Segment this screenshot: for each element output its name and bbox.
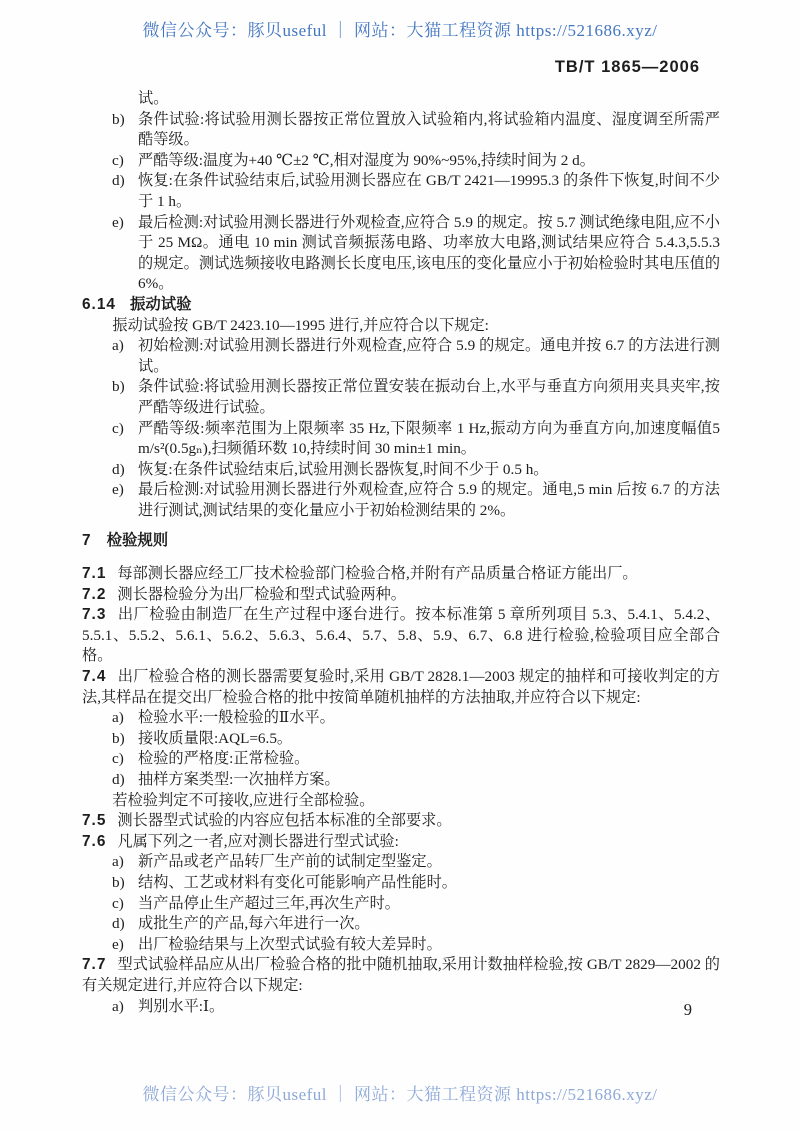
clause-number: 7.2 [82, 585, 107, 603]
item-text: 初始检测:对试验用测长器进行外观检查,应符合 5.9 的规定。通电并按 6.7 的方法进行测试。 [138, 337, 720, 375]
item-text: 严酷等级:频率范围为上限频率 35 Hz,下限频率 1 Hz,振动方向为垂直方向,加速度幅值5 m/s²(0.5gₙ),扫频循环数 10,持续时间 30 min±1 min。 [138, 419, 720, 458]
numbered-clause [82, 811, 720, 832]
item-text: 当产品停止生产超过三年,再次生产时。 [138, 894, 400, 912]
clause-number: 7.7 [82, 956, 107, 974]
item-letter: c) [112, 750, 124, 768]
paragraph-text: 试。 [138, 90, 169, 107]
item-letter: c) [112, 419, 124, 437]
item-letter: d) [112, 460, 125, 478]
clause-text: 出厂检验合格的测长器需要复验时,采用 GB/T 2828.1—2003 规定的抽样和可接收判定的方法,其样品在提交出厂检验合格的批中按简单随机抽样的方法抽取,并应符合以下规定: [82, 668, 720, 706]
numbered-clause [82, 832, 720, 853]
item-letter: e) [112, 213, 124, 231]
heading-title: 检验规则 [106, 532, 169, 550]
clause-item [82, 749, 720, 770]
item-letter: e) [112, 935, 124, 953]
item-letter: d) [112, 172, 125, 190]
item-text: 条件试验:将试验用测长器按正常位置放入试验箱内,将试验箱内温度、湿度调至所需严酷等级。 [138, 110, 720, 149]
clause-number: 7.1 [82, 565, 107, 583]
item-text: 检验水平:一般检验的Ⅱ水平。 [138, 709, 335, 727]
heading-title: 振动试验 [129, 295, 192, 313]
numbered-clause [82, 667, 720, 708]
clause-number: 7.4 [82, 668, 107, 686]
item-letter: e) [112, 481, 124, 499]
continuation-line [82, 89, 720, 110]
item-text: 最后检测:对试验用测长器进行外观检查,应符合 5.9 的规定。通电,5 min 后按 6.7 的方法进行测试,测试结果的变化量应小于初始检测结果的 2%。 [138, 481, 720, 519]
item-text: 抽样方案类型:一次抽样方案。 [138, 771, 340, 788]
clause-number: 7.6 [82, 832, 107, 850]
item-letter: b) [112, 378, 125, 396]
clause-item [82, 935, 720, 956]
item-text: 检验的严格度:正常检验。 [138, 750, 310, 768]
section-heading [82, 295, 720, 316]
item-letter: c) [112, 151, 124, 169]
clause-item [82, 894, 720, 915]
numbered-clause [82, 564, 720, 585]
item-text: 新产品或老产品转厂生产前的试制定型鉴定。 [138, 853, 442, 871]
item-text: 接收质量限:AQL=6.5。 [138, 729, 293, 747]
clause-item [82, 729, 720, 750]
item-text: 严酷等级:温度为+40 ℃±2 ℃,相对湿度为 90%~95%,持续时间为 2 d。 [138, 151, 595, 169]
item-text: 结构、工艺或材料有变化可能影响产品性能时。 [138, 873, 457, 891]
clause-item [82, 419, 720, 460]
doc-number-header: TB/T 1865—2006 [554, 58, 700, 76]
numbered-clause [82, 955, 720, 996]
clause-item [82, 110, 720, 151]
clause-text: 型式试验样品应从出厂检验合格的批中随机抽取,采用计数抽样检验,按 GB/T 2829—2002 的有关规定进行,并应符合以下规定: [82, 956, 720, 994]
clause-item [82, 480, 720, 521]
clause-item [82, 171, 720, 212]
watermark-top: 微信公众号：豚贝useful ｜ 网站：大猫工程资源 https://521686.xyz/ [142, 21, 658, 40]
clause-text: 出厂检验由制造厂在生产过程中逐台进行。按本标准第 5 章所列项目 5.3、5.4.1、5.4.2、5.5.1、5.5.2、5.6.1、5.6.2、5.6.3、5.6.4、5.7、5.8、5.9、6.7、6.8 进行检验,检验项目应全部合格。 [82, 606, 720, 665]
clause-paragraph [82, 316, 720, 337]
item-letter: b) [112, 873, 125, 891]
clause-item [82, 151, 720, 172]
clause-item [82, 213, 720, 295]
item-letter: a) [112, 997, 124, 1015]
item-letter: a) [112, 709, 124, 727]
clause-item [82, 997, 720, 1018]
paragraph-text: 振动试验按 GB/T 2423.10—1995 进行,并应符合以下规定: [112, 316, 489, 334]
clause-number: 7.5 [82, 812, 107, 830]
item-text: 判别水平:Ⅰ。 [138, 997, 225, 1015]
item-letter: a) [112, 337, 124, 355]
clause-text: 每部测长器应经工厂技术检验部门检验合格,并附有产品质量合格证方能出厂。 [117, 565, 638, 583]
item-text: 最后检测:对试验用测长器进行外观检查,应符合 5.9 的规定。按 5.7 测试绝缘电阻,应不小于 25 MΩ。通电 10 min 测试音频振荡电路、功率放大电路,测试结果应符合 5.4.3,5.5.3 的规定。测试选频接收电路测长长度电压,该电压的变化量应小于初始检验时其电压值的 6%。 [138, 213, 720, 293]
clause-item [82, 377, 720, 418]
clause-text: 凡属下列之一者,应对测长器进行型式试验: [117, 832, 399, 850]
clause-item [82, 770, 720, 791]
numbered-clause [82, 585, 720, 606]
clause-item [82, 708, 720, 729]
heading-number: 7 [82, 532, 91, 550]
watermark-bottom: 微信公众号：豚贝useful ｜ 网站：大猫工程资源 https://521686.xyz/ [142, 1085, 658, 1104]
chapter-heading [82, 531, 720, 552]
clause-paragraph [82, 791, 720, 812]
item-text: 恢复:在条件试验结束后,试验用测长器恢复,时间不少于 0.5 h。 [138, 460, 549, 478]
item-letter: b) [112, 110, 125, 128]
paragraph-text: 若检验判定不可接收,应进行全部检验。 [112, 791, 375, 809]
clause-text: 测长器检验分为出厂检验和型式试验两种。 [117, 585, 406, 603]
clause-item [82, 336, 720, 377]
numbered-clause [82, 605, 720, 667]
item-letter: b) [112, 729, 125, 747]
item-letter: a) [112, 853, 124, 871]
item-letter: d) [112, 915, 125, 933]
item-letter: d) [112, 771, 125, 788]
item-letter: c) [112, 894, 124, 912]
document-body [82, 89, 720, 1017]
clause-item [82, 852, 720, 873]
item-text: 条件试验:将试验用测长器按正常位置安装在振动台上,水平与垂直方向须用夹具夹牢,按严酷等级进行试验。 [138, 378, 720, 416]
clause-text: 测长器型式试验的内容应包括本标准的全部要求。 [117, 812, 452, 830]
item-text: 出厂检验结果与上次型式试验有较大差异时。 [138, 935, 442, 953]
heading-number: 6.14 [82, 295, 116, 313]
page-number: 9 [683, 1000, 692, 1019]
item-text: 恢复:在条件试验结束后,试验用测长器应在 GB/T 2421—19995.3 的条件下恢复,时间不少于 1 h。 [138, 172, 720, 210]
item-text: 成批生产的产品,每六年进行一次。 [138, 915, 370, 933]
clause-item [82, 914, 720, 935]
clause-item [82, 873, 720, 894]
clause-item [82, 460, 720, 481]
clause-number: 7.3 [82, 606, 107, 624]
